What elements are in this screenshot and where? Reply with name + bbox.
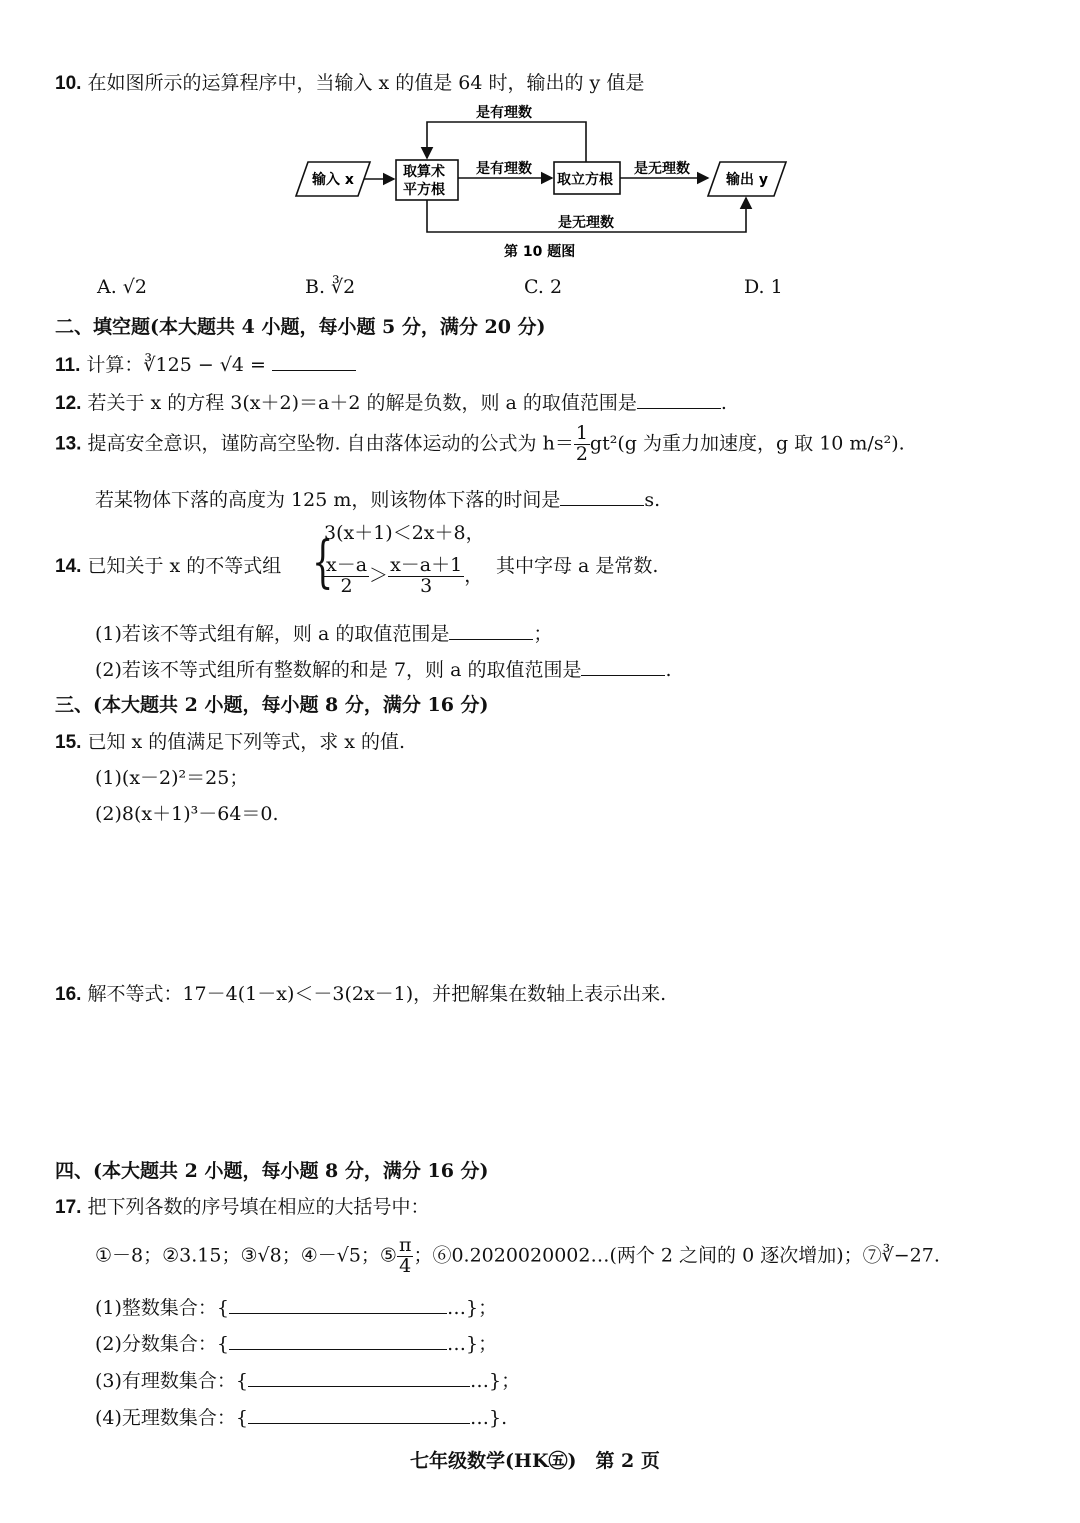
q14-frac1 (324, 556, 369, 597)
q12-answer-blank[interactable] (637, 407, 721, 409)
q13-answer-blank[interactable] (560, 504, 644, 506)
q17-set2-label: (2)分数集合：{ (95, 1333, 230, 1355)
section4-title: 四、(本大题共 2 小题，每小题 8 分，满分 16 分) (55, 1160, 489, 1182)
q17-set3 (95, 1366, 520, 1393)
q13-frac-num: 1 (575, 422, 588, 444)
q14-brace: { (312, 530, 334, 595)
q17-pi-num: π (398, 1234, 412, 1256)
q16 (55, 979, 666, 1006)
q10-text: 在如图所示的运算程序中，当输入 x 的值是 64 时，输出的 y 值是 (87, 72, 645, 94)
section2-title: 二、填空题(本大题共 4 小题，每小题 5 分，满分 20 分) (55, 316, 546, 338)
label-rational-top: 是有理数 (476, 105, 532, 121)
q17-pi-fraction (397, 1236, 414, 1277)
q17-items-b: ；⑥0.2020020002…(两个 2 之间的 0 逐次增加)；⑦∛−27. (413, 1244, 940, 1267)
q15-part1: (1)(x－2)²＝25； (95, 767, 249, 789)
q11 (55, 350, 356, 377)
input-label: 输入 x (312, 172, 354, 188)
loop-arrow (427, 122, 586, 162)
q17-items-a: ①－8；②3.15；③√8；④－√5；⑤ (95, 1244, 397, 1267)
label-rational-mid: 是有理数 (476, 161, 532, 177)
label-irrational-bottom: 是无理数 (558, 215, 614, 231)
q11-number: 11. (55, 355, 81, 376)
q13-line2 (95, 485, 660, 512)
q14-part2-text: (2)若该不等式组所有整数解的和是 7，则 a 的取值范围是 (95, 659, 582, 681)
section3-title: 三、(本大题共 2 小题，每小题 8 分，满分 16 分) (55, 694, 489, 716)
q17 (55, 1192, 429, 1219)
q17-set1-blank[interactable] (229, 1312, 447, 1314)
q12-end: . (720, 392, 727, 414)
q17-set4-blank[interactable] (248, 1422, 470, 1424)
q17-set4 (95, 1403, 507, 1430)
q17-set4-end: …}. (470, 1407, 508, 1429)
q17-set2 (95, 1329, 497, 1356)
q14-lead-text: 已知关于 x 的不等式组 (87, 555, 282, 577)
q14-gt: ＞ (369, 564, 389, 587)
q14-frac1-num: x－a (326, 554, 368, 576)
q17-set3-end: …}； (470, 1370, 521, 1392)
q12-text: 若关于 x 的方程 3(x＋2)＝a＋2 的解是负数，则 a 的取值范围是 (87, 392, 637, 414)
q17-set3-label: (3)有理数集合：{ (95, 1370, 249, 1392)
q12 (55, 388, 727, 415)
q15 (55, 727, 405, 754)
q17-set2-blank[interactable] (229, 1348, 447, 1350)
q14-frac2-num: x－a＋1 (390, 554, 463, 576)
q14-number: 14. (55, 556, 82, 577)
flowchart-diagram (290, 100, 800, 265)
sqrt-box-line2: 平方根 (403, 182, 445, 198)
q17-items (95, 1236, 940, 1277)
q10-number: 10. (55, 73, 82, 94)
q14-part2-end: . (665, 659, 672, 681)
q14-part1-end: ； (533, 623, 553, 645)
q16-text: 解不等式：17－4(1－x)＜－3(2x－1)，并把解集在数轴上表示出来. (87, 983, 667, 1005)
q14-part1-blank[interactable] (449, 638, 533, 640)
q13-number: 13. (55, 433, 82, 455)
q17-number: 17. (55, 1197, 82, 1218)
q14-ineq2 (324, 556, 483, 597)
q15-number: 15. (55, 732, 82, 753)
q13-line2-text: 若某物体下落的高度为 125 m，则该物体下落的时间是 (95, 489, 561, 511)
q13-text-a: 提高安全意识，谨防高空坠物. 自由落体运动的公式为 h＝ (87, 432, 574, 455)
q14-frac2-den: 3 (420, 574, 433, 597)
q14-ineq1: 3(x＋1)＜2x＋8， (324, 522, 485, 544)
q10-option-d: D. 1 (744, 276, 783, 298)
q13 (55, 424, 905, 465)
q14-part2 (95, 655, 672, 682)
cbrt-box-label: 取立方根 (557, 172, 613, 188)
q13-fraction (574, 424, 590, 465)
q17-set1 (95, 1293, 497, 1320)
q17-set3-blank[interactable] (248, 1385, 470, 1387)
q16-number: 16. (55, 984, 82, 1005)
q10 (55, 68, 644, 95)
q14-part2-blank[interactable] (581, 674, 665, 676)
q14-comma: ， (464, 564, 484, 587)
q14-part1 (95, 619, 552, 646)
q14-frac2 (388, 556, 464, 597)
q17-set1-label: (1)整数集合：{ (95, 1297, 230, 1319)
q12-number: 12. (55, 393, 82, 414)
q13-frac-den: 2 (575, 442, 588, 465)
q15-part2: (2)8(x＋1)³－64＝0. (95, 803, 279, 825)
q14-part1-text: (1)若该不等式组有解，则 a 的取值范围是 (95, 623, 450, 645)
q17-pi-den: 4 (399, 1254, 412, 1277)
q10-option-b: B. ∛2 (305, 276, 356, 298)
q17-set4-label: (4)无理数集合：{ (95, 1407, 249, 1429)
sqrt-box-line1: 取算术 (403, 164, 445, 180)
q10-option-a: A. √2 (97, 276, 147, 298)
q13-line2-end: s. (644, 489, 661, 511)
q14-frac1-den: 2 (340, 574, 353, 597)
figure-caption: 第 10 题图 (504, 244, 576, 260)
output-label: 输出 y (726, 172, 768, 188)
q13-text-b: gt²(g 为重力加速度，g 取 10 m/s²). (589, 432, 905, 455)
q15-text: 已知 x 的值满足下列等式，求 x 的值. (87, 731, 406, 753)
q11-text: 计算：∛125 − √4 = (86, 354, 266, 376)
q17-set2-end: …}； (447, 1333, 498, 1355)
q11-answer-blank[interactable] (272, 369, 356, 371)
q10-option-c: C. 2 (524, 276, 563, 298)
page-footer: 七年级数学(HK㊄) 第 2 页 (410, 1450, 660, 1472)
q17-text: 把下列各数的序号填在相应的大括号中： (87, 1196, 430, 1218)
label-irrational-mid: 是无理数 (634, 161, 690, 177)
q17-set1-end: …}； (447, 1297, 498, 1319)
q14-lead (55, 551, 281, 578)
q14-tail: 其中字母 a 是常数. (496, 555, 659, 577)
